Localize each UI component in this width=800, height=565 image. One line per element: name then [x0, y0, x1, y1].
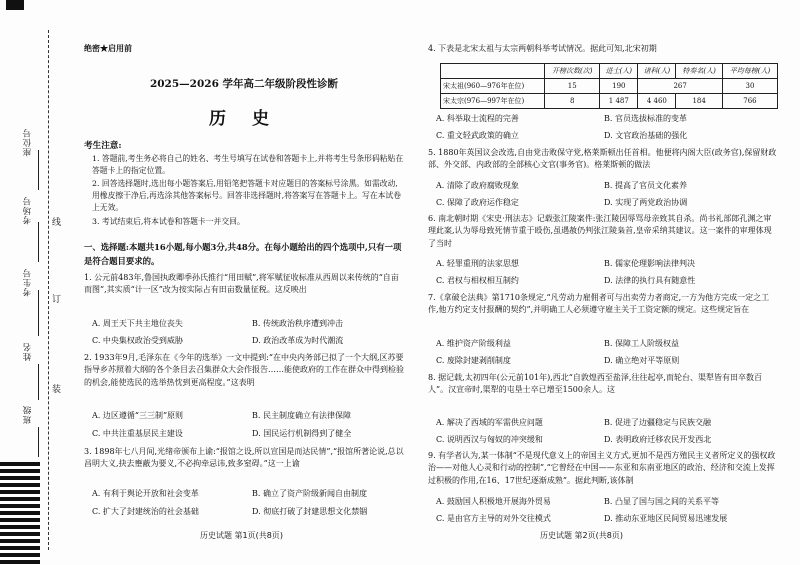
table-cell: 4 460 [638, 94, 676, 109]
q6-option-a[interactable]: A. 轻罪重刑的法家思想 [436, 259, 519, 268]
margin-underline [38, 290, 39, 336]
subject-title: 历 史 [209, 109, 279, 129]
cut-mark-ding: 订 [52, 295, 62, 305]
margin-underline [38, 364, 39, 400]
exam-title: 2025—2026 学年高二年级阶段性诊断 [149, 78, 339, 90]
q1-option-c[interactable]: C. 中央集权政治受到威胁 [92, 336, 183, 345]
table-header-cell [441, 64, 545, 79]
binding-margin [0, 0, 68, 565]
q9-option-d[interactable]: D. 推动东亚地区民间贸易迅速发展 [604, 514, 728, 523]
question-4-stem: 4. 下表是北宋太祖与太宗两朝科举考试情况。据此可知,北宋初期 [428, 44, 657, 53]
q9-option-c[interactable]: C. 是由官方主导的对外交往模式 [436, 514, 551, 523]
footer-page-1: 历史试题 第1页(共8页) [200, 531, 283, 540]
keju-table [440, 63, 778, 109]
question-6-stem: 6. 南北朝时期《宋史·刑法志》记载张江陵案件:张江陵因辱骂母亲致其自杀。尚书礼部郎孔渊之审理此案,认为辱母致死情节重于殴伤,虽遇赦仍判张江陵枭首,皇帝采纳其建议。这一案件的审理体现了当时 [428, 214, 772, 248]
margin-label-examinee: 考生号 [23, 268, 33, 297]
table-cell: 267 [638, 79, 723, 94]
q7-option-a[interactable]: A. 维护资产阶级利益 [436, 339, 511, 348]
table-cell: 宋太祖(960—976年在位) [441, 79, 545, 94]
table-row [441, 79, 778, 94]
notice-heading: 考生注意: [84, 141, 122, 151]
registration-mark [6, 0, 24, 10]
table-cell: 15 [545, 79, 600, 94]
q4-option-b[interactable]: B. 官员选拔标准的变革 [604, 114, 687, 123]
notice-item-1: 1. 答题前,考生务必将自己的姓名、考生号填写在试卷和答题卡上,并将考生号条形码粘贴在答题卡上的指定位置。 [92, 154, 404, 175]
margin-label-name: 姓名 [23, 342, 33, 361]
margin-underline [38, 222, 39, 262]
table-cell: 30 [722, 79, 777, 94]
q7-option-c[interactable]: C. 废除封建剥削制度 [436, 356, 511, 365]
cut-mark-zhuang: 装 [52, 385, 62, 395]
q8-option-b[interactable]: B. 促进了边疆稳定与民族交融 [604, 418, 711, 427]
question-3-stem: 3. 1898年七八月间,光绪帝颁布上谕:“报馆之设,所以宣国是而达民情”,“报馆所著论说,总以昌明大义,抉去壅蔽为要义,不必拘牵忌讳,致多窒碍。”这一上谕 [84, 447, 404, 469]
q3-option-d[interactable]: D. 彻底打破了封建思想文化禁锢 [252, 507, 368, 516]
table-cell: 8 [545, 94, 600, 109]
barcode-marks [0, 462, 40, 565]
cut-line [48, 30, 49, 550]
q1-option-d[interactable]: D. 政治改革成为时代潮流 [252, 336, 344, 345]
table-header-row [441, 64, 778, 79]
margin-underline [38, 427, 39, 457]
q2-option-c[interactable]: C. 中共注重基层民主建设 [92, 429, 183, 438]
question-2-stem: 2. 1933年9月,毛泽东在《今年的选举》一文中提到:“在中央内务部已拟了一个大纲,区苏要指导乡苏照着大纲的各个条目去召集群众大会作报告……能使政府的工作在群众中得到检验的机会,能使选民的选举热忱到更高程度。”这表明 [84, 353, 404, 387]
notice-item-3: 3. 考试结束后,将本试卷和答题卡一并交回。 [92, 217, 245, 226]
q4-option-a[interactable]: A. 科举取士流程的完善 [436, 114, 519, 123]
q8-option-d[interactable]: D. 表明政府迁移农民开发西北 [604, 435, 712, 444]
q4-option-d[interactable]: D. 文官政治基础的强化 [604, 131, 688, 140]
q5-option-a[interactable]: A. 清除了政府腐败现象 [436, 181, 519, 190]
q7-option-d[interactable]: D. 确立绝对平等原则 [604, 356, 680, 365]
q6-option-c[interactable]: C. 君权与相权相互制约 [436, 276, 519, 285]
margin-label-seat: 座位号 [23, 128, 33, 157]
margin-label-class: 班级 [23, 405, 33, 424]
q5-option-d[interactable]: D. 实现了两党政治协调 [604, 198, 688, 207]
table-cell: 宋太宗(976—997年在位) [441, 94, 545, 109]
table-header-cell: 开榜次数(次) [545, 64, 600, 79]
question-5-stem: 5. 1880年英国议会改选,自由党击败保守党,格莱斯顿出任首相。他便将内阁大臣(政务官),保留财政部、外交部、内政部的全部核心文官(事务官)。格莱斯顿的做法 [428, 148, 777, 170]
q2-option-d[interactable]: D. 国民运行机制得到了健全 [252, 429, 352, 438]
q3-option-c[interactable]: C. 扩大了封建统治的社会基础 [92, 507, 199, 516]
q9-option-a[interactable]: A. 鼓励国人积极地开展海外贸易 [436, 497, 551, 506]
question-1-stem: 1. 公元前483年,鲁国执政卿季孙氏推行“用田赋”,将军赋征收标准从西周以来传统的“自亩而图”,其实质“计一区”改为按实际占有田亩数量征税。这反映出 [84, 273, 399, 295]
notice-item-2: 2. 回答选择题时,选出每小题答案后,用铅笔把答题卡对应题目的答案标号涂黑。如需改动,用橡皮擦干净后,再选涂其他答案标号。回答非选择题时,将答案写在答题卡上。写在本试卷上无效。 [92, 179, 402, 212]
question-7-stem: 7.《拿破仑法典》第1710条规定,“凡劳动力雇佣者可与出卖劳力者商定,一方为他方完成一定之工作,他方约定支付报酬的契约”,并明确工人必须遵守雇主关于工资定额的规定。这些规定旨在 [428, 293, 770, 315]
q9-option-b[interactable]: B. 凸显了国与国之间的关系平等 [604, 497, 719, 506]
q3-option-b[interactable]: B. 确立了资产阶级新闻自由制度 [252, 489, 367, 498]
table-row [441, 94, 778, 109]
q2-option-a[interactable]: A. 边区遵循“三三制”原则 [92, 411, 184, 420]
table-header-cell: 平均每榜(人) [722, 64, 777, 79]
q8-option-c[interactable]: C. 说明西汉与匈奴的冲突缓和 [436, 435, 543, 444]
cut-mark-xian: 线 [52, 218, 62, 228]
q7-option-b[interactable]: B. 保障工人阶级权益 [604, 339, 679, 348]
question-8-stem: 8. 据记载,太初四年(公元前101年),西北“自敦煌西至盐泽,往往起亭,而轮台、渠犁皆有田卒数百人”。汉宣帝时,渠犁的屯垦士卒已增至1500余人。这 [428, 373, 762, 395]
q6-option-b[interactable]: B. 儒家伦理影响法律判决 [604, 259, 695, 268]
q2-option-b[interactable]: B. 民主制度确立有法律保障 [252, 411, 351, 420]
footer-page-2: 历史试题 第2页(共8页) [540, 531, 623, 540]
q8-option-a[interactable]: A. 解决了西域的军需供应问题 [436, 418, 543, 427]
question-9-stem: 9. 有学者认为,某一体制“不是现代意义上的帝国主义方式,更加不是西方殖民主义者所定义的强权政治——对他人心灵和行动的控制”,“它曾经在中国——东亚和东南亚地区的政治、经济和交流上发挥过积极的作用,在16、17世纪逐渐成熟”。据此判断,该体制 [428, 451, 776, 485]
table-header-cell: 进士(人) [600, 64, 638, 79]
q1-option-b[interactable]: B. 传统政治秩序遭到冲击 [252, 319, 343, 328]
margin-label-room: 考场号 [23, 196, 33, 225]
table-cell: 766 [722, 94, 777, 109]
secret-label: 绝密★启用前 [84, 43, 132, 53]
table-cell: 184 [676, 94, 723, 109]
table-header-cell: 特奏名(人) [676, 64, 723, 79]
table-cell: 190 [600, 79, 638, 94]
margin-underline [38, 150, 39, 190]
section-heading: 一、选择题:本题共16小题,每小题3分,共48分。在每小题给出的四个选项中,只有一项是符合题目要求的。 [84, 242, 402, 266]
q1-option-a[interactable]: A. 周王天下共主地位丧失 [92, 319, 183, 328]
q4-option-c[interactable]: C. 重文轻武政策的确立 [436, 131, 519, 140]
q6-option-d[interactable]: D. 法律的执行具有随意性 [604, 276, 696, 285]
table-cell: 1 487 [600, 94, 638, 109]
q3-option-a[interactable]: A. 有利于舆论开放和社会变革 [92, 489, 199, 498]
table-header-cell: 诸科(人) [638, 64, 676, 79]
q5-option-b[interactable]: B. 提高了官员文化素养 [604, 181, 687, 190]
q5-option-c[interactable]: C. 保障了政府运作稳定 [436, 198, 519, 207]
